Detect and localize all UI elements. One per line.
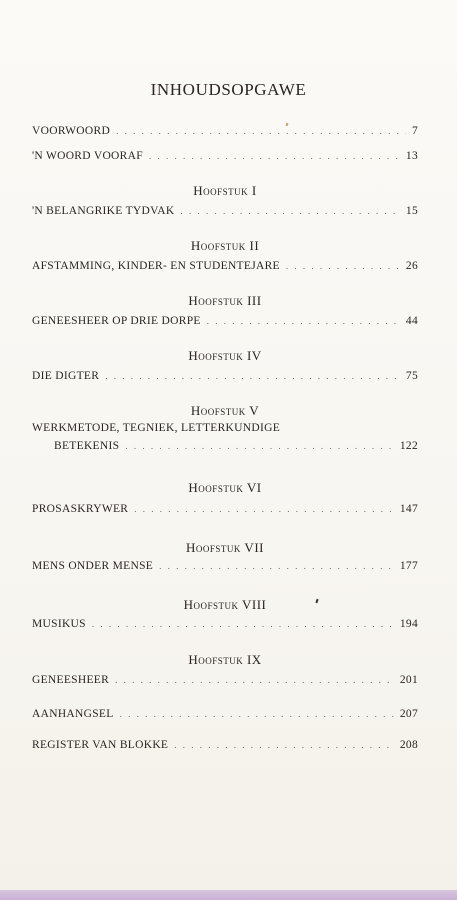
toc-entry-voorwoord xyxy=(32,124,418,138)
toc-entry-page: 26 xyxy=(405,260,418,272)
dot-leader xyxy=(149,149,400,163)
toc-entry-woord-vooraf xyxy=(32,149,418,163)
chapter-heading-2: Hoofstuk II xyxy=(190,238,260,253)
toc-entry-chapter-6 xyxy=(32,502,418,516)
dot-leader xyxy=(180,204,399,218)
chapter-heading-8: Hoofstuk VIII xyxy=(183,597,267,612)
page-edge xyxy=(0,890,457,900)
dot-leader xyxy=(174,738,394,752)
toc-entry-label: AANHANGSEL xyxy=(32,708,114,720)
dot-leader xyxy=(115,673,394,687)
toc-entry-chapter-5-line1: WERKMETODE, TEGNIEK, LETTERKUNDIGE xyxy=(32,422,281,434)
toc-entry-chapter-7 xyxy=(32,559,418,573)
toc-entry-label: 'N BELANGRIKE TYDVAK xyxy=(32,205,175,217)
toc-entry-label: AFSTAMMING, KINDER- EN STUDENTEJARE xyxy=(32,260,280,272)
chapter-heading-1: Hoofstuk I xyxy=(193,183,257,198)
chapter-heading-6: Hoofstuk VI xyxy=(188,480,262,495)
toc-entry-label: VOORWOORD xyxy=(32,125,111,137)
toc-entry-aanhangsel xyxy=(32,707,418,721)
dot-leader xyxy=(116,124,406,138)
toc-entry-label: GENEESHEER xyxy=(32,674,110,686)
toc-entry-page: 13 xyxy=(405,150,418,162)
toc-entry-page: 208 xyxy=(399,739,418,751)
toc-entry-page: 147 xyxy=(399,503,418,515)
toc-entry-page: 7 xyxy=(411,125,418,137)
toc-entry-page: 122 xyxy=(399,440,418,452)
dot-leader xyxy=(92,617,394,631)
toc-entry-label: BETEKENIS xyxy=(54,440,120,452)
page-title: INHOUDSOPGAWE xyxy=(150,80,307,99)
toc-entry-page: 75 xyxy=(405,370,418,382)
toc-entry-label: GENEESHEER OP DRIE DORPE xyxy=(32,315,201,327)
toc-entry-chapter-3 xyxy=(32,314,418,328)
chapter-heading-5: Hoofstuk V xyxy=(190,403,260,418)
chapter-heading-7: Hoofstuk VII xyxy=(186,540,264,555)
toc-entry-label: MUSIKUS xyxy=(32,618,86,630)
toc-entry-chapter-4 xyxy=(32,369,418,383)
toc-entry-page: 194 xyxy=(399,618,418,630)
toc-entry-page: 201 xyxy=(399,674,418,686)
chapter-heading-9: Hoofstuk IX xyxy=(188,652,262,667)
toc-entry-label: PROSASKRYWER xyxy=(32,503,129,515)
toc-entry-chapter-8 xyxy=(32,617,418,631)
toc-entry-page: 44 xyxy=(405,315,418,327)
toc-entry-label: REGISTER VAN BLOKKE xyxy=(32,739,169,751)
dot-leader xyxy=(105,369,400,383)
toc-entry-chapter-9 xyxy=(32,673,418,687)
toc-entry-chapter-2 xyxy=(32,259,418,273)
dot-leader xyxy=(207,314,400,328)
toc-entry-page: 177 xyxy=(399,560,418,572)
chapter-heading-3: Hoofstuk III xyxy=(188,293,262,308)
dot-leader xyxy=(286,259,400,273)
toc-entry-label: 'N WOORD VOORAF xyxy=(32,150,143,162)
dot-leader xyxy=(134,502,394,516)
toc-entry-chapter-1 xyxy=(32,204,418,218)
dot-leader xyxy=(125,439,394,453)
chapter-heading-4: Hoofstuk IV xyxy=(188,348,262,363)
dot-leader xyxy=(159,559,394,573)
toc-entry-label: DIE DIGTER xyxy=(32,370,100,382)
toc-entry-page: 207 xyxy=(399,708,418,720)
toc-entry-register xyxy=(32,738,418,752)
dot-leader xyxy=(120,707,394,721)
toc-entry-page: 15 xyxy=(405,205,418,217)
toc-entry-chapter-5 xyxy=(54,439,418,453)
toc-entry-label: MENS ONDER MENSE xyxy=(32,560,154,572)
